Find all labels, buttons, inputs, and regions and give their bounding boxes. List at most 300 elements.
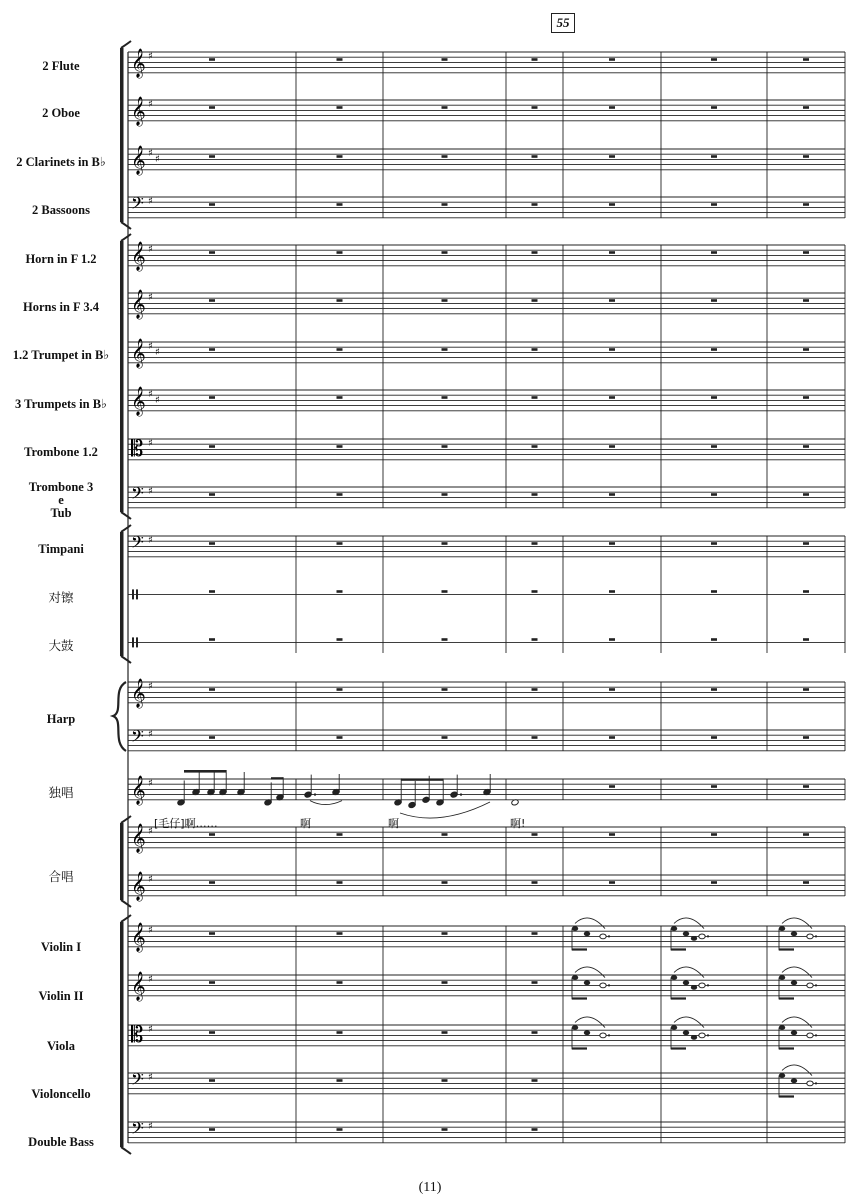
whole-rest	[209, 688, 215, 691]
whole-rest	[209, 251, 215, 254]
note	[600, 934, 606, 939]
label-violin1: Violin I	[40, 940, 82, 954]
whole-rest	[532, 348, 538, 351]
whole-rest	[711, 493, 717, 496]
whole-rest	[803, 542, 809, 545]
whole-rest	[532, 736, 538, 739]
whole-rest	[442, 881, 448, 884]
whole-rest	[442, 445, 448, 448]
slur	[782, 967, 812, 978]
label-flute: 2 Flute	[42, 59, 80, 73]
bracket-hook	[121, 512, 131, 519]
note	[699, 983, 705, 988]
bracket	[120, 823, 124, 900]
whole-rest	[803, 833, 809, 836]
whole-rest	[609, 299, 615, 302]
bracket-hook	[121, 900, 131, 907]
note	[584, 1030, 590, 1035]
staff	[128, 682, 845, 703]
whole-rest	[337, 203, 343, 206]
sharp-icon: ♯	[148, 292, 153, 303]
sharp-icon: ♯	[148, 974, 153, 985]
whole-rest	[209, 736, 215, 739]
whole-rest	[337, 688, 343, 691]
whole-rest	[442, 348, 448, 351]
staff	[128, 197, 845, 218]
whole-rest	[711, 785, 717, 788]
sharp-icon: ♯	[148, 1024, 153, 1035]
staff	[128, 245, 845, 266]
whole-rest	[442, 932, 448, 935]
treble-clef-icon: 𝄞	[131, 338, 146, 367]
staff	[128, 875, 845, 896]
whole-rest	[442, 1031, 448, 1034]
label-bassoons: 2 Bassoons	[31, 203, 90, 217]
beam	[779, 1095, 794, 1097]
sharp-icon: ♯	[148, 486, 153, 497]
whole-rest	[337, 155, 343, 158]
whole-rest	[532, 58, 538, 61]
percussion-clef-icon	[136, 637, 138, 647]
staff	[128, 975, 845, 996]
treble-clef-icon: 𝄞	[131, 775, 146, 804]
staff	[128, 149, 845, 170]
beam	[572, 1047, 587, 1049]
whole-rest	[337, 736, 343, 739]
treble-clef-icon: 𝄞	[131, 241, 146, 270]
sharp-icon: ♯	[155, 395, 160, 406]
whole-rest	[209, 396, 215, 399]
note	[572, 1025, 578, 1030]
whole-rest	[711, 251, 717, 254]
bracket-hook	[121, 525, 131, 532]
label-trombone12: Trombone 1.2	[24, 445, 98, 459]
whole-rest	[609, 542, 615, 545]
whole-rest	[442, 106, 448, 109]
sharp-icon: ♯	[148, 244, 153, 255]
treble-clef-icon: 𝄞	[131, 386, 146, 415]
lyric-4: 啊!	[510, 817, 526, 830]
sharp-icon: ♯	[148, 438, 153, 449]
note	[807, 983, 813, 988]
bass-clef-icon: 𝄢	[131, 726, 144, 750]
whole-rest	[803, 638, 809, 641]
whole-rest	[532, 203, 538, 206]
label-cello: Violoncello	[31, 1087, 91, 1101]
bracket	[120, 48, 124, 222]
dot	[815, 1082, 817, 1084]
treble-clef-icon: 𝄞	[131, 145, 146, 174]
whole-rest	[609, 155, 615, 158]
whole-rest	[337, 833, 343, 836]
label-chorus: 合唱	[48, 869, 74, 884]
note	[779, 1073, 785, 1078]
whole-rest	[442, 58, 448, 61]
whole-rest	[532, 251, 538, 254]
whole-rest	[209, 1079, 215, 1082]
whole-rest	[532, 981, 538, 984]
whole-rest	[711, 881, 717, 884]
whole-rest	[609, 58, 615, 61]
whole-rest	[609, 590, 615, 593]
sharp-icon: ♯	[155, 154, 160, 165]
whole-rest	[442, 638, 448, 641]
staff	[128, 1073, 845, 1094]
whole-rest	[209, 1031, 215, 1034]
beam	[671, 997, 686, 999]
sharp-icon: ♯	[148, 778, 153, 789]
bracket-hook	[121, 656, 131, 663]
whole-rest	[442, 736, 448, 739]
label-trumpet12: 1.2 Trumpet in B♭	[12, 348, 110, 362]
slur	[674, 967, 704, 978]
whole-rest	[442, 203, 448, 206]
bracket-hook	[121, 41, 131, 48]
whole-rest	[609, 493, 615, 496]
whole-rest	[209, 299, 215, 302]
dot	[707, 984, 709, 986]
alto-clef-icon: 𝄡	[131, 437, 144, 462]
treble-clef-icon: 𝄞	[131, 971, 146, 1000]
whole-rest	[803, 785, 809, 788]
dot	[608, 984, 610, 986]
whole-rest	[442, 833, 448, 836]
bass-clef-icon: 𝄢	[131, 193, 144, 217]
rehearsal-mark: 55	[551, 13, 575, 33]
note	[699, 1033, 705, 1038]
whole-rest	[532, 106, 538, 109]
note	[584, 931, 590, 936]
staff	[128, 827, 845, 848]
note	[584, 980, 590, 985]
beam	[401, 778, 443, 780]
beam	[779, 948, 794, 950]
beam	[271, 777, 283, 779]
whole-rest	[803, 881, 809, 884]
whole-rest	[711, 203, 717, 206]
whole-rest	[803, 58, 809, 61]
whole-rest	[803, 251, 809, 254]
slur	[674, 918, 704, 929]
staff	[128, 536, 845, 557]
whole-rest	[442, 155, 448, 158]
beam	[779, 997, 794, 999]
whole-rest	[711, 299, 717, 302]
whole-rest	[337, 251, 343, 254]
whole-rest	[711, 590, 717, 593]
label-horns34: Horns in F 3.4	[23, 300, 99, 314]
note	[600, 1033, 606, 1038]
whole-rest	[532, 155, 538, 158]
sharp-icon: ♯	[148, 925, 153, 936]
bracket	[120, 532, 124, 656]
slur	[575, 1017, 605, 1028]
note	[671, 975, 677, 980]
whole-rest	[442, 688, 448, 691]
whole-rest	[711, 542, 717, 545]
note	[572, 926, 578, 931]
note	[779, 1025, 785, 1030]
note	[683, 931, 689, 936]
sharp-icon: ♯	[148, 99, 153, 110]
whole-rest	[209, 590, 215, 593]
whole-rest	[337, 1031, 343, 1034]
staff	[128, 1025, 845, 1046]
beam	[779, 1047, 794, 1049]
staff	[128, 342, 845, 363]
bass-clef-icon: 𝄢	[131, 1069, 144, 1093]
label-timpani: Timpani	[38, 542, 84, 556]
label-horn12: Horn in F 1.2	[25, 252, 97, 266]
staff	[128, 487, 845, 508]
whole-rest	[209, 348, 215, 351]
whole-rest	[609, 688, 615, 691]
whole-rest	[337, 493, 343, 496]
whole-rest	[532, 396, 538, 399]
dot	[815, 984, 817, 986]
whole-rest	[337, 932, 343, 935]
whole-rest	[711, 348, 717, 351]
whole-rest	[609, 396, 615, 399]
whole-rest	[442, 542, 448, 545]
label-viola: Viola	[46, 1039, 75, 1053]
whole-rest	[442, 590, 448, 593]
whole-rest	[209, 932, 215, 935]
bracket-hook	[121, 222, 131, 229]
bracket-hook	[121, 915, 131, 922]
note	[683, 1030, 689, 1035]
beam	[671, 1047, 686, 1049]
bracket-hook	[121, 1147, 131, 1154]
whole-rest	[711, 106, 717, 109]
slur	[782, 918, 812, 929]
staff	[128, 1122, 845, 1143]
whole-rest	[532, 299, 538, 302]
whole-rest	[803, 736, 809, 739]
whole-rest	[711, 736, 717, 739]
whole-rest	[803, 445, 809, 448]
whole-rest	[209, 106, 215, 109]
whole-rest	[209, 833, 215, 836]
whole-rest	[209, 881, 215, 884]
slur	[575, 967, 605, 978]
whole-rest	[609, 881, 615, 884]
note	[791, 1030, 797, 1035]
sharp-icon: ♯	[148, 535, 153, 546]
whole-rest	[337, 299, 343, 302]
whole-rest	[711, 688, 717, 691]
treble-clef-icon: 𝄞	[131, 678, 146, 707]
beam	[572, 997, 587, 999]
slur	[674, 1017, 704, 1028]
whole-rest	[209, 155, 215, 158]
whole-rest	[442, 493, 448, 496]
dot	[314, 793, 316, 795]
dot	[608, 1034, 610, 1036]
whole-rest	[337, 445, 343, 448]
bass-clef-icon: 𝄢	[131, 483, 144, 507]
sharp-icon: ♯	[148, 1072, 153, 1083]
staff	[128, 926, 845, 947]
beam	[572, 948, 587, 950]
label-violin2: Violin II	[38, 989, 84, 1003]
whole-rest	[803, 348, 809, 351]
dot	[815, 935, 817, 937]
whole-rest	[209, 493, 215, 496]
lyric-1: [毛仔]啊……	[154, 817, 218, 830]
note	[683, 980, 689, 985]
note	[791, 931, 797, 936]
sharp-icon: ♯	[148, 341, 153, 352]
whole-rest	[609, 638, 615, 641]
whole-rest	[337, 542, 343, 545]
dot	[460, 793, 462, 795]
dot	[815, 1034, 817, 1036]
whole-rest	[803, 106, 809, 109]
label-clarinets: 2 Clarinets in B♭	[16, 155, 106, 169]
treble-clef-icon: 𝄞	[131, 289, 146, 318]
whole-rest	[803, 299, 809, 302]
bracket-hook	[121, 816, 131, 823]
note	[807, 1033, 813, 1038]
note	[671, 1025, 677, 1030]
whole-rest	[711, 155, 717, 158]
whole-rest	[803, 590, 809, 593]
label-cymbals: 对镲	[48, 590, 74, 605]
staff	[128, 390, 845, 411]
label-solo: 独唱	[48, 785, 74, 800]
note	[600, 983, 606, 988]
dot	[707, 935, 709, 937]
staff	[128, 730, 845, 751]
whole-rest	[209, 638, 215, 641]
label-bass: Double Bass	[28, 1135, 94, 1149]
treble-clef-icon: 𝄞	[131, 48, 146, 77]
whole-rest	[209, 58, 215, 61]
treble-clef-icon: 𝄞	[131, 922, 146, 951]
whole-rest	[711, 396, 717, 399]
whole-rest	[442, 396, 448, 399]
whole-rest	[337, 638, 343, 641]
note	[691, 985, 697, 990]
alto-clef-icon: 𝄡	[131, 1023, 144, 1048]
whole-rest	[532, 542, 538, 545]
whole-rest	[209, 542, 215, 545]
bass-clef-icon: 𝄢	[131, 1118, 144, 1142]
label-bassdrum: 大鼓	[48, 638, 74, 653]
whole-rest	[337, 590, 343, 593]
label-trumpets3: 3 Trumpets in B♭	[15, 397, 107, 411]
whole-rest	[609, 251, 615, 254]
treble-clef-icon: 𝄞	[131, 96, 146, 125]
whole-rest	[532, 1128, 538, 1131]
label-harp: Harp	[46, 712, 76, 726]
bracket	[120, 241, 124, 512]
dot	[608, 935, 610, 937]
note	[671, 926, 677, 931]
lyric-2: 啊	[300, 817, 311, 830]
note	[807, 1081, 813, 1086]
whole-rest	[209, 981, 215, 984]
label-oboe: 2 Oboe	[42, 106, 80, 120]
bracket	[120, 922, 124, 1147]
slur	[782, 1017, 812, 1028]
beam	[184, 770, 226, 773]
whole-rest	[337, 58, 343, 61]
sharp-icon: ♯	[148, 148, 153, 159]
staff	[128, 100, 845, 121]
whole-rest	[803, 493, 809, 496]
whole-rest	[442, 1079, 448, 1082]
note	[572, 975, 578, 980]
page-number: (11)	[418, 1180, 442, 1195]
whole-rest	[209, 1128, 215, 1131]
staff	[128, 439, 845, 460]
whole-rest	[532, 1031, 538, 1034]
note	[807, 934, 813, 939]
whole-rest	[442, 981, 448, 984]
whole-rest	[532, 493, 538, 496]
treble-clef-icon: 𝄞	[131, 823, 146, 852]
dot	[707, 1034, 709, 1036]
whole-rest	[803, 203, 809, 206]
sharp-icon: ♯	[148, 1121, 153, 1132]
note	[699, 934, 705, 939]
sharp-icon: ♯	[148, 681, 153, 692]
lyric-3: 啊	[388, 817, 399, 830]
label-trombone3: Trombone 3 e Tub	[28, 480, 94, 520]
whole-rest	[609, 736, 615, 739]
slur	[575, 918, 605, 929]
whole-rest	[609, 203, 615, 206]
whole-rest	[803, 688, 809, 691]
whole-rest	[532, 833, 538, 836]
whole-rest	[337, 981, 343, 984]
whole-rest	[609, 348, 615, 351]
whole-rest	[711, 638, 717, 641]
whole-rest	[711, 833, 717, 836]
whole-rest	[337, 881, 343, 884]
whole-rest	[803, 396, 809, 399]
whole-rest	[442, 251, 448, 254]
whole-rest	[337, 1079, 343, 1082]
whole-rest	[532, 932, 538, 935]
whole-rest	[337, 396, 343, 399]
sharp-icon: ♯	[148, 826, 153, 837]
whole-rest	[609, 445, 615, 448]
staff	[128, 52, 845, 73]
whole-rest	[337, 1128, 343, 1131]
whole-rest	[609, 106, 615, 109]
sharp-icon: ♯	[148, 874, 153, 885]
percussion-clef-icon	[132, 637, 134, 647]
beam	[671, 948, 686, 950]
sharp-icon: ♯	[148, 51, 153, 62]
whole-rest	[609, 833, 615, 836]
whole-rest	[532, 638, 538, 641]
percussion-clef-icon	[136, 589, 138, 599]
whole-rest	[532, 445, 538, 448]
whole-rest	[803, 155, 809, 158]
whole-rest	[532, 881, 538, 884]
note	[691, 1035, 697, 1040]
whole-rest	[442, 1128, 448, 1131]
bracket-hook	[121, 234, 131, 241]
sharp-icon: ♯	[155, 347, 160, 358]
percussion-clef-icon	[132, 589, 134, 599]
sharp-icon: ♯	[148, 196, 153, 207]
slur	[310, 801, 342, 805]
